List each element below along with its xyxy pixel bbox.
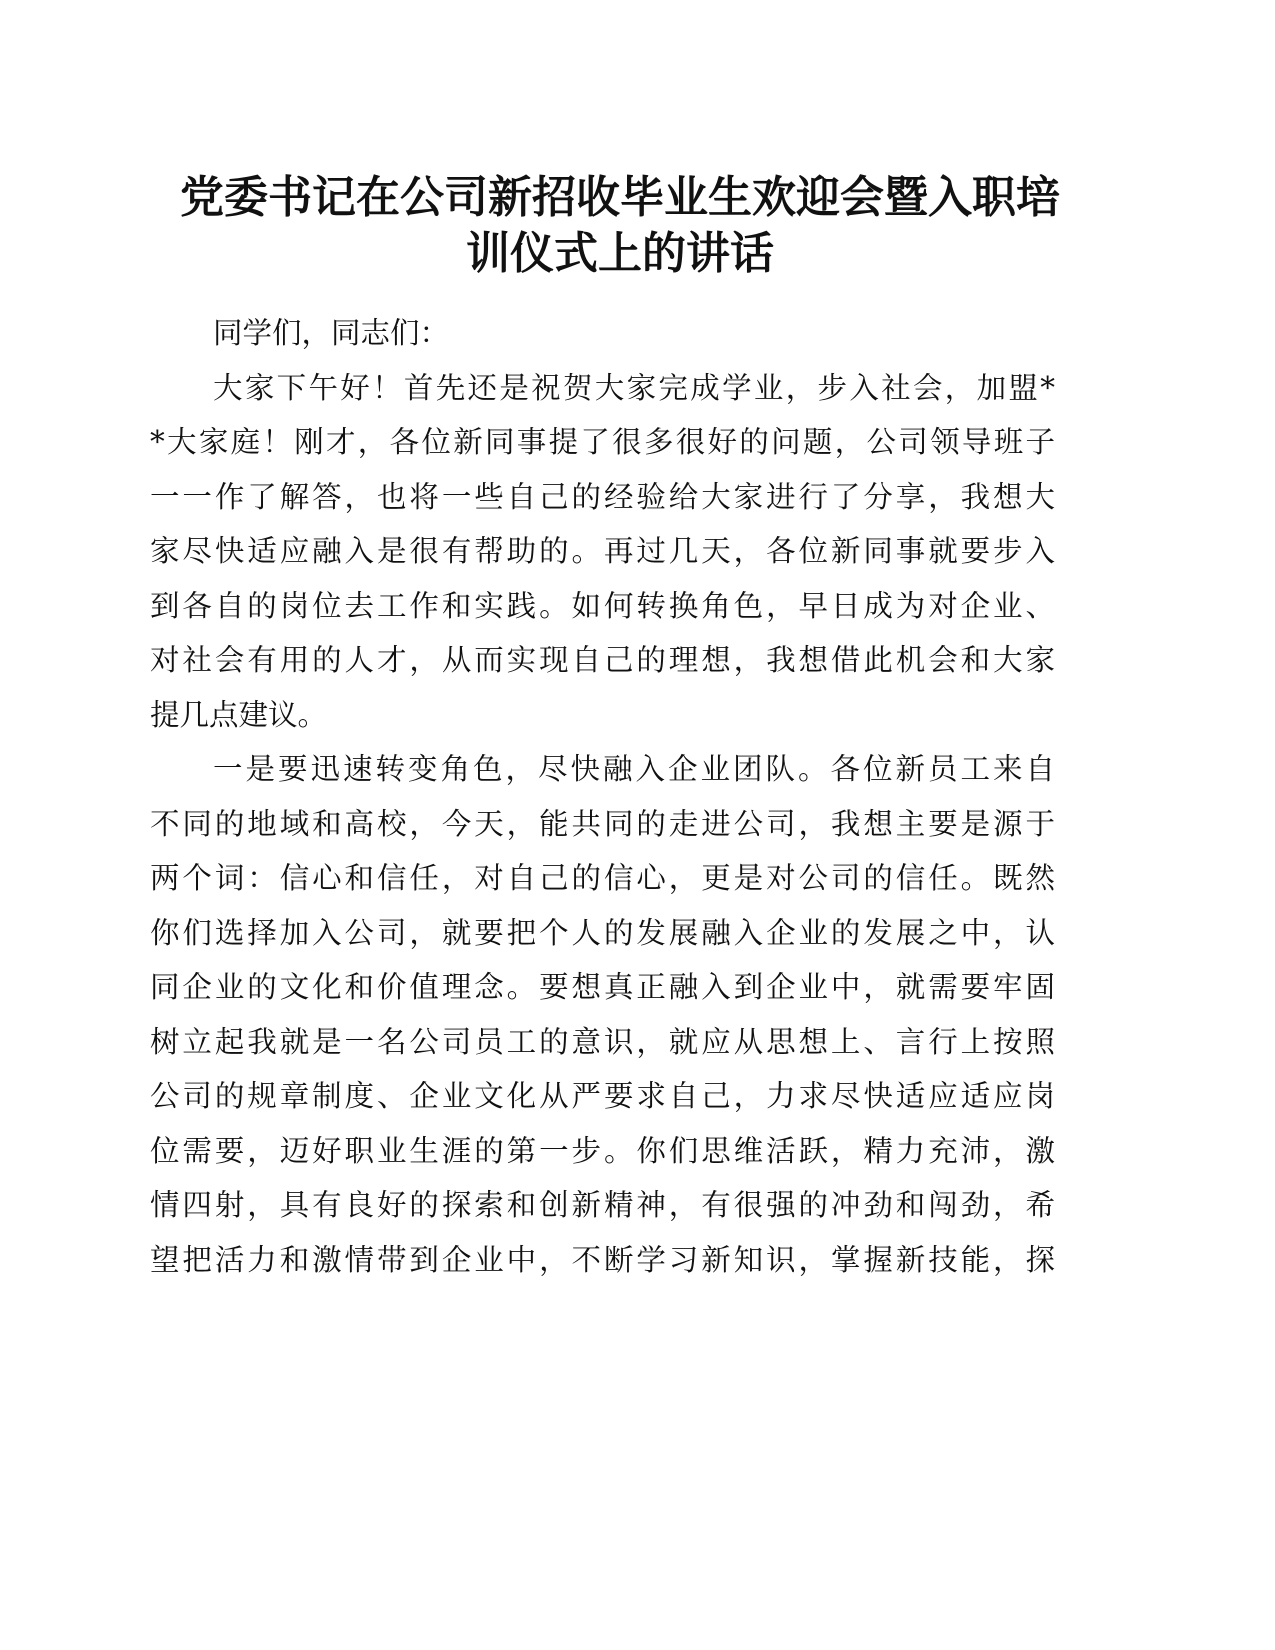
paragraph-line: 对社会有用的人才，从而实现自己的理想，我想借此机会和大家	[150, 643, 1055, 677]
paragraph-line: 位需要，迈好职业生涯的第一步。你们思维活跃，精力充沛，激	[150, 1133, 1055, 1168]
paragraph-line: 大家下午好！首先还是祝贺大家完成学业，步入社会，加盟*	[213, 370, 1055, 405]
salutation-line: 同学们，同志们：	[213, 316, 450, 350]
paragraph-line: 情四射，具有良好的探索和创新精神，有很强的冲劲和闯劲，希	[150, 1188, 1055, 1222]
paragraph-line: 公司的规章制度、企业文化从严要求自己，力求尽快适应适应岗	[150, 1079, 1055, 1113]
paragraph-line: 不同的地域和高校，今天，能共同的走进公司，我想主要是源于	[150, 806, 1055, 841]
paragraph-line: 家尽快适应融入是很有帮助的。再过几天，各位新同事就要步入	[150, 534, 1055, 568]
paragraph-line: 同企业的文化和价值理念。要想真正融入到企业中，就需要牢固	[150, 970, 1055, 1004]
paragraph-line: 你们选择加入公司，就要把个人的发展融入企业的发展之中，认	[150, 915, 1055, 950]
title-line: 训仪式上的讲话	[466, 228, 774, 279]
paragraph-line: 到各自的岗位去工作和实践。如何转换角色，早日成为对企业、	[150, 588, 1055, 623]
paragraph-line: 两个词：信心和信任，对自己的信心，更是对公司的信任。既然	[150, 861, 1055, 895]
paragraph-line: 树立起我就是一名公司员工的意识，就应从思想上、言行上按照	[150, 1024, 1055, 1059]
document-body	[150, 306, 1055, 1287]
title-line: 党委书记在公司新招收毕业生欢迎会暨入职培	[180, 172, 1060, 223]
document-title	[150, 170, 1090, 282]
paragraph-line: 一是要迅速转变角色，尽快融入企业团队。各位新员工来自	[213, 752, 1055, 786]
paragraph-line: 一一作了解答，也将一些自己的经验给大家进行了分享，我想大	[150, 479, 1055, 514]
paragraph-line: 望把活力和激情带到企业中，不断学习新知识，掌握新技能，探	[150, 1242, 1055, 1277]
paragraph-line: *大家庭！刚才，各位新同事提了很多很好的问题，公司领导班子	[150, 425, 1055, 459]
paragraph-line: 提几点建议。	[150, 697, 328, 732]
